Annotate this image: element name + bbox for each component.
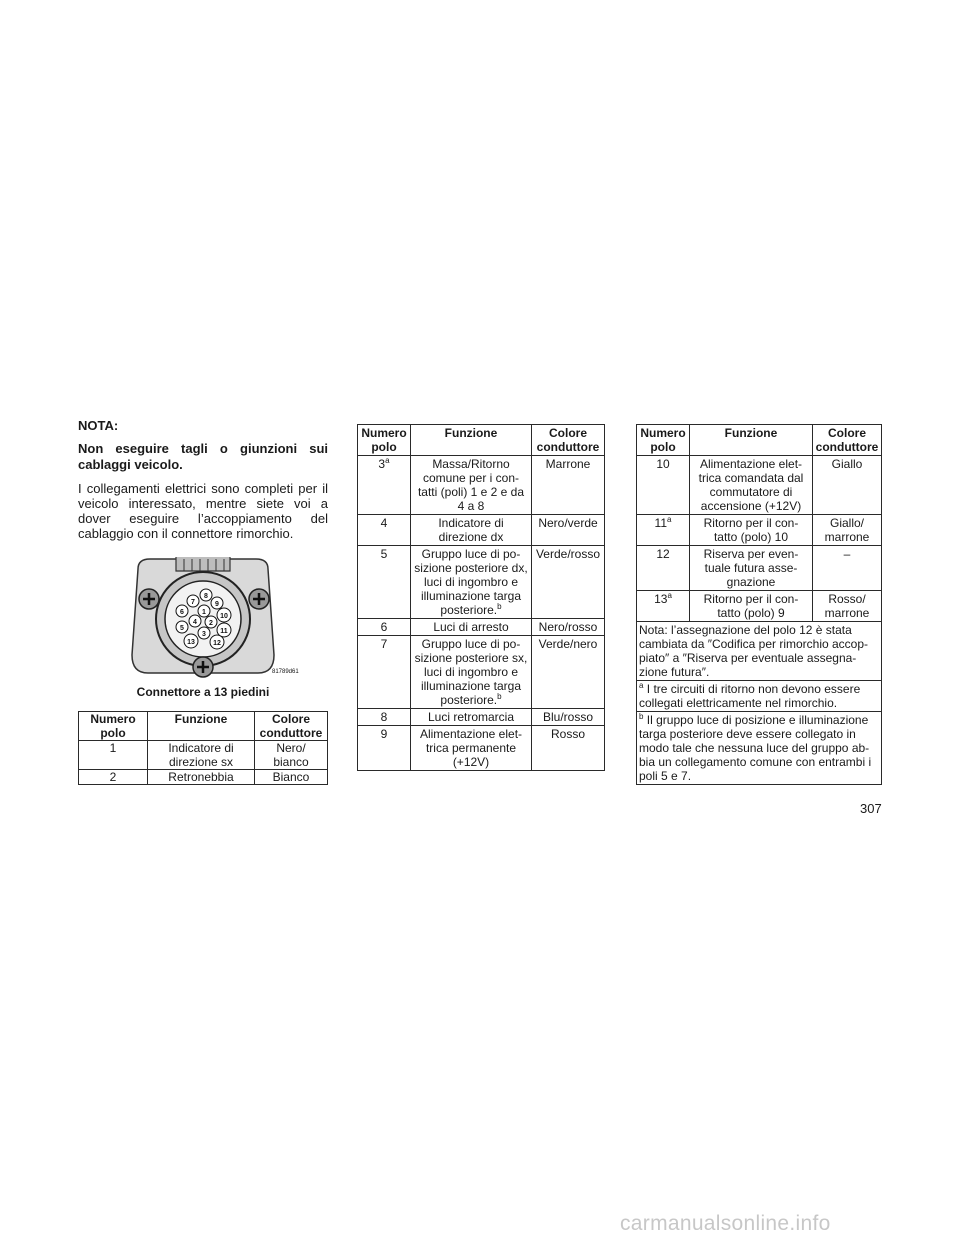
header-pin: Numero polo (79, 712, 148, 741)
screw-icon (193, 657, 213, 677)
pin-function (411, 636, 532, 709)
pin-number (79, 770, 148, 785)
footnote-mark: a (639, 681, 644, 690)
pin-label: 8 (204, 593, 208, 600)
table-note-row (637, 712, 882, 785)
wire-color: Blu/rosso (532, 709, 605, 726)
pin-number-text: 7 (380, 637, 388, 651)
middle-column (357, 424, 605, 771)
wire-color: Nero/rosso (532, 619, 605, 636)
pin-function-text: Luci retromarcia (427, 710, 515, 724)
wire-color: Nero/verde (532, 515, 605, 546)
pin-label: 7 (191, 599, 195, 606)
watermark: carmanualsonline.info (620, 1212, 831, 1235)
table-row (358, 636, 605, 709)
wire-color: Verde/rosso (532, 546, 605, 619)
pin-function (148, 770, 255, 785)
right-column (636, 424, 882, 785)
pin-function (148, 741, 255, 770)
pin-function-text: Retronebbia (168, 770, 234, 784)
pin-number (358, 709, 411, 726)
header-color: Colore conduttore (255, 712, 328, 741)
pin-label: 9 (215, 601, 219, 608)
pin-function-text: Indicatore di direzione dx (438, 516, 504, 544)
table-row (637, 456, 882, 515)
pin-label: 3 (202, 631, 206, 638)
pin-function (411, 456, 532, 515)
pin-function (690, 456, 813, 515)
wire-color: Marrone (532, 456, 605, 515)
pin-number-text: 2 (109, 770, 117, 784)
wire-color: Rosso (532, 726, 605, 771)
pin-function (690, 546, 813, 591)
connector-13-pin-diagram (98, 555, 308, 680)
header-function: Funzione (690, 425, 813, 456)
pin-label: 13 (187, 639, 195, 646)
pin-function-text: Gruppo luce di po- sizione posteriore dx, luci di ingombro e illuminazione targa posteriore. (414, 547, 528, 617)
wire-color: Rosso/ marrone (813, 591, 882, 622)
table-row (637, 591, 882, 622)
pin-function (411, 515, 532, 546)
pin-label: 11 (220, 628, 228, 635)
pin-label: 5 (180, 625, 184, 632)
pin-function-text: Alimentazione elet- trica comandata dal commutatore di accensione (+12V) (698, 457, 804, 513)
table-row (637, 546, 882, 591)
pin-number (358, 726, 411, 771)
wire-color: Giallo (813, 456, 882, 515)
footnote-a (637, 681, 882, 712)
pin-number (358, 515, 411, 546)
table-row (358, 726, 605, 771)
pin-number-text: 6 (380, 620, 388, 634)
header-pin: Numero polo (358, 425, 411, 456)
pin-table-1 (78, 711, 328, 785)
pin-function-text: Riserva per even- tuale futura asse- gnazione (703, 547, 799, 589)
table-row (358, 709, 605, 726)
pin-number-text: 8 (380, 710, 388, 724)
table-row (358, 546, 605, 619)
wire-color: – (813, 546, 882, 591)
pin-number-text: 9 (380, 727, 388, 741)
table-header-row (358, 425, 605, 456)
pin-number-text: 4 (380, 516, 388, 530)
pin-number-text: 5 (380, 547, 388, 561)
pin-function (411, 709, 532, 726)
pin-table-2 (357, 424, 605, 771)
wire-color: Verde/nero (532, 636, 605, 709)
page-number: 307 (860, 801, 882, 816)
table-row (358, 456, 605, 515)
nota-label: NOTA: (78, 418, 119, 433)
pin-number-text: 12 (656, 547, 670, 561)
pin-function-text: Ritorno per il con- tatto (polo) 10 (703, 516, 799, 544)
footnote-mark: b (497, 692, 502, 701)
header-color: Colore conduttore (813, 425, 882, 456)
footnote-a-text: I tre circuiti di ritorno non devono essere collegati elettricamente nel rimorchio. (639, 682, 861, 710)
wire-color: Bianco (255, 770, 328, 785)
pin-label: 2 (209, 620, 213, 627)
pin-number (637, 546, 690, 591)
screw-icon (249, 589, 269, 609)
pin-number (358, 636, 411, 709)
pin-function (411, 546, 532, 619)
footnote-mark: a (667, 515, 672, 524)
pin-label: 4 (193, 619, 197, 626)
pin-function (690, 591, 813, 622)
table-row (79, 741, 328, 770)
pin-number-text: 3 (378, 457, 386, 471)
footnote-mark: b (639, 712, 644, 721)
pin-function (690, 515, 813, 546)
wire-color: Nero/ bianco (255, 741, 328, 770)
pin-function-text: Massa/Ritorno comune per i con- tatti (poli) 1 e 2 e da 4 a 8 (417, 457, 525, 513)
table-row (79, 770, 328, 785)
header-function: Funzione (148, 712, 255, 741)
pin-function-text: Luci di arresto (433, 620, 509, 634)
nota-body: I collegamenti elettrici sono completi per il veicolo interessato, mentre siete voi a dover eseguire l’accoppiamento del cablaggio con il connettore rimorchio. (78, 481, 328, 541)
wire-color: Giallo/ marrone (813, 515, 882, 546)
footnote-mark: b (497, 602, 502, 611)
pin-number (637, 456, 690, 515)
table-header-row (637, 425, 882, 456)
table-row (358, 515, 605, 546)
pin-label: 10 (220, 613, 228, 620)
pin-function-text: Ritorno per il con- tatto (polo) 9 (703, 592, 799, 620)
pin-number (79, 741, 148, 770)
pin-number-text: 13 (654, 592, 668, 606)
footnote-mark: a (667, 591, 672, 600)
header-pin: Numero polo (637, 425, 690, 456)
nota-warning: Non eseguire tagli o giunzioni sui cablaggi veicolo. (78, 441, 328, 472)
footnote-b (637, 712, 882, 785)
table-row (358, 619, 605, 636)
pin-function (411, 726, 532, 771)
pin-number (637, 515, 690, 546)
pin-number (637, 591, 690, 622)
pin-number-text: 1 (109, 741, 117, 755)
table-note-row (637, 622, 882, 681)
figure-code: 81789d61 (272, 669, 299, 675)
pin-number (358, 546, 411, 619)
pin-function (411, 619, 532, 636)
nota-assignment: Nota: l’assegnazione del polo 12 è stata cambiata da ″Codifica per rimorchio accop- piato″ a ″Riserva per eventuale assegna- zione futura″. (637, 622, 882, 681)
footnote-b-text: Il gruppo luce di posizione e illuminazione targa posteriore deve essere collegato in modo tale che nessuna luce del gruppo ab- bia un collegamento comune con entrambi i poli 5 e 7. (639, 713, 872, 783)
table-row (637, 515, 882, 546)
header-function: Funzione (411, 425, 532, 456)
pin-table-3 (636, 424, 882, 785)
table-note-row (637, 681, 882, 712)
pin-number-text: 11 (654, 516, 667, 530)
pin-label: 6 (180, 609, 184, 616)
pin-function-text: Gruppo luce di po- sizione posteriore sx, luci di ingombro e illuminazione targa posteriore. (414, 637, 528, 707)
table-header-row (79, 712, 328, 741)
footnote-mark: a (385, 456, 390, 465)
connector-figure (78, 555, 328, 699)
pin-label: 1 (202, 609, 206, 616)
pin-number-text: 10 (656, 457, 670, 471)
pin-function-text: Alimentazione elet- trica permanente (+12V) (419, 727, 523, 769)
pin-function-text: Indicatore di direzione sx (168, 741, 234, 769)
screw-icon (139, 589, 159, 609)
pin-number (358, 619, 411, 636)
pin-number (358, 456, 411, 515)
figure-caption: Connettore a 13 piedini (136, 685, 270, 699)
pin-label: 12 (213, 640, 221, 647)
header-color: Colore conduttore (532, 425, 605, 456)
left-column (78, 418, 328, 785)
